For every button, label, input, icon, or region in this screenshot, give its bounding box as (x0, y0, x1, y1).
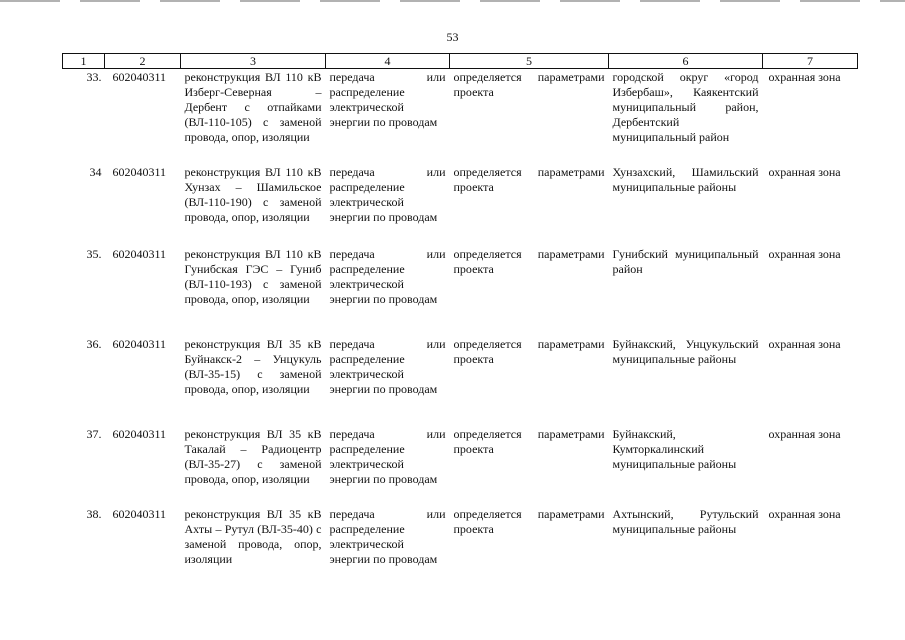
row-number: 37. (86, 426, 102, 441)
table-row (63, 246, 858, 336)
object-name: реконструкция ВЛ 35 кВ Такалай – Радиоцентр (ВЛ-35-27) с заменой провода, опор, изоляции (184, 426, 322, 486)
column-header: 4 (326, 54, 450, 69)
objects-table (62, 53, 858, 581)
object-name: реконструкция ВЛ 35 кВ Буйнакск-2 – Унцукуль (ВЛ-35-15) с заменой провода, опор, изоляции (184, 336, 322, 396)
object-zone: охранная зона (768, 336, 841, 351)
object-parameters: определяется параметрами проекта (453, 70, 605, 99)
object-location: Буйнакский, Кумторкалинский муниципальные районы (612, 426, 737, 471)
object-zone: охранная зона (768, 426, 841, 441)
row-number: 38. (86, 506, 102, 521)
object-zone: охранная зона (768, 70, 841, 84)
object-parameters: определяется параметрами проекта (453, 164, 605, 194)
object-parameters: определяется параметрами проекта (453, 426, 605, 456)
object-zone: охранная зона (768, 246, 841, 261)
object-code: 602040311 (112, 246, 167, 261)
object-zone: охранная зона (768, 164, 841, 179)
column-header: 7 (763, 54, 858, 69)
object-name: реконструкция ВЛ 110 кВ Хунзах – Шамильское (ВЛ-110-190) с заменой провода, опор, изоляции (184, 164, 322, 224)
object-location: Ахтынский, Рутульский муниципальные районы (612, 506, 759, 536)
row-number: 36. (86, 336, 102, 351)
object-code: 602040311 (112, 164, 167, 179)
object-purpose: передача или распределение электрической энергии по проводам (329, 426, 446, 486)
object-parameters: определяется параметрами проекта (453, 246, 605, 276)
object-code: 602040311 (112, 70, 167, 84)
object-code: 602040311 (112, 426, 167, 441)
table-row (63, 336, 858, 426)
scan-top-edge (0, 0, 905, 2)
object-purpose: передача или распределение электрической энергии по проводам (329, 164, 446, 224)
table-header-row (63, 54, 858, 69)
object-location: Гунибский муниципальный район (612, 246, 759, 276)
object-code: 602040311 (112, 506, 167, 521)
column-header: 2 (105, 54, 181, 69)
object-location: Хунзахский, Шамильский муниципальные районы (612, 164, 759, 194)
object-zone: охранная зона (768, 506, 841, 521)
column-header: 3 (181, 54, 326, 69)
row-number: 34 (89, 164, 102, 179)
object-parameters: определяется параметрами проекта (453, 336, 605, 366)
object-parameters: определяется параметрами проекта (453, 506, 605, 536)
table-row (63, 426, 858, 506)
object-name: реконструкция ВЛ 35 кВ Ахты – Рутул (ВЛ-35-40) с заменой провода, опор, изоляции (184, 506, 322, 566)
object-code: 602040311 (112, 336, 167, 351)
table-row (63, 506, 858, 581)
table-row (63, 69, 858, 164)
object-purpose: передача или распределение электрической энергии по проводам (329, 70, 446, 129)
object-location: Буйнакский, Унцукульский муниципальные районы (612, 336, 759, 366)
row-number: 33. (86, 70, 102, 84)
object-purpose: передача или распределение электрической энергии по проводам (329, 336, 446, 396)
object-name: реконструкция ВЛ 110 кВ Изберг-Северная – Дербент с отпайками (ВЛ-110-105) с заменой провода, опор, изоляции (184, 70, 322, 144)
table-row (63, 164, 858, 246)
row-number: 35. (86, 246, 102, 261)
object-purpose: передача или распределение электрической энергии по проводам (329, 506, 446, 566)
page-number: 53 (446, 30, 459, 44)
object-name: реконструкция ВЛ 110 кВ Гунибская ГЭС – Гуниб (ВЛ-110-193) с заменой провода, опор, изоляции (184, 246, 322, 306)
object-purpose: передача или распределение электрической энергии по проводам (329, 246, 446, 306)
column-header: 1 (63, 54, 105, 69)
object-location: городской округ «город Избербаш», Каякентский муниципальный район, Дербентский муниципальный район (612, 70, 759, 144)
column-header: 6 (609, 54, 763, 69)
column-header: 5 (450, 54, 609, 69)
